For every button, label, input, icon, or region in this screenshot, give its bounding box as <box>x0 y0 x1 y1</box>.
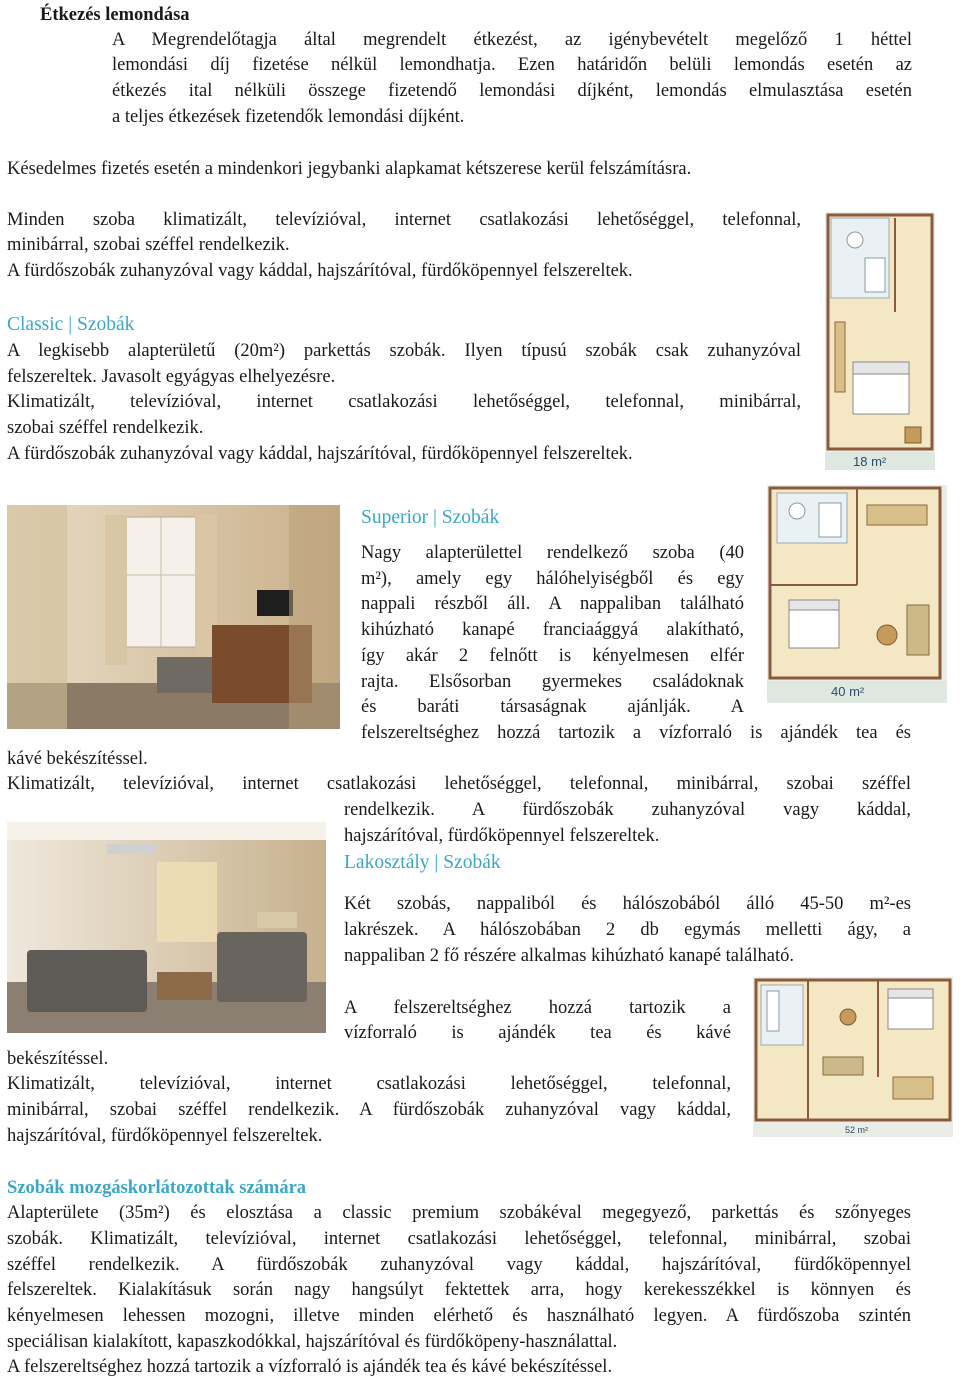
superior-line: felszereltséghez hozzá tartozik a vízforraló is ajándék tea és <box>361 723 911 743</box>
cancel-line: A Megrendelőtagja által megrendelt étkezést, az igénybevételt megelőző 1 héttel <box>112 30 912 50</box>
late-payment-text: Késedelmes fizetés esetén a mindenkori jegybanki alapkamat kétszerese kerül felszámításra. <box>7 159 692 179</box>
superior-title: Superior | Szobák <box>361 507 500 528</box>
suite-plan-label: 52 m² <box>845 1125 869 1135</box>
suite-line: nappaliban 2 fő részére alkalmas kihúzható kanapé található. <box>344 946 794 966</box>
suite-floor-plan-image <box>753 977 953 1137</box>
superior-floor-plan-image <box>767 485 947 703</box>
suite-room-photo <box>7 822 326 1033</box>
classic-line: A legkisebb alapterületű (20m²) parkettás szobák. Ilyen típusú szobák csak zuhanyzóval <box>7 341 801 361</box>
superior-line: Nagy alapterülettel rendelkező szoba (40 <box>361 543 744 563</box>
suite-extra-line: A felszereltséghez hozzá tartozik a <box>344 998 731 1018</box>
suite-line: lakrészek. A hálószobában 2 db egymás melletti ágy, a <box>344 920 911 940</box>
suite-amenity-line: Klimatizált, televízióval, internet csatlakozási lehetőséggel, telefonnal, <box>7 1074 731 1094</box>
suite-extra-line: vízforraló is ajándék tea és kávé <box>344 1023 731 1043</box>
suite-line: Két szobás, nappaliból és hálószobából álló 45-50 m²-es <box>344 894 911 914</box>
cancel-line: a teljes étkezések fizetendők lemondási díjként. <box>112 107 465 127</box>
superior-line: m²), amely egy hálóhelyiségből és egy <box>361 569 744 589</box>
general-line: minibárral, szobai széffel rendelkezik. <box>7 235 290 255</box>
superior-amenity-line: hajszárítóval, fürdőköpennyel felszereltek. <box>344 826 660 846</box>
classic-line: szobai széffel rendelkezik. <box>7 418 204 438</box>
classic-plan-label: 18 m² <box>853 454 887 469</box>
classic-floor-plan-image <box>825 212 935 470</box>
cancel-line: lemondási díj fizetése nélkül lemondhatja. Ezen határidőn belüli lemondás esetén az <box>112 55 912 75</box>
accessible-line: felszereltek. Kialakításuk során nagy hangsúlyt fektettek arra, hogy kerekesszékkel is könnyen és <box>7 1280 911 1300</box>
superior-plan-label: 40 m² <box>831 684 865 699</box>
superior-amenity-line: Klimatizált, televízióval, internet csatlakozási lehetőséggel, telefonnal, minibárral, szobai széffel <box>7 774 911 794</box>
accessible-line: A felszereltséghez hozzá tartozik a vízforraló is ajándék tea és kávé bekészítéssel. <box>7 1357 613 1377</box>
accessible-line: kényelmesen lehessen mozogni, illetve minden elérhető és használható legyen. A fürdőszoba szintén <box>7 1306 911 1326</box>
classic-line: A fürdőszobák zuhanyzóval vagy káddal, hajszárítóval, fürdőköpennyel felszereltek. <box>7 444 633 464</box>
suite-amenity-line: minibárral, szobai széffel rendelkezik. A fürdőszobák zuhanyzóval vagy káddal, <box>7 1100 731 1120</box>
accessible-line: speciálisan kialakított, kapaszkodókkal, hajszárítóval és fürdőköpeny-használattal. <box>7 1332 618 1352</box>
accessible-line: szobák. Klimatizált, televízióval, internet csatlakozási lehetőséggel, telefonnal, minibárral, szobai <box>7 1229 911 1249</box>
classic-line: Klimatizált, televízióval, internet csatlakozási lehetőséggel, telefonnal, minibárral, <box>7 392 801 412</box>
classic-line: felszereltek. Javasolt egyágyas elhelyezésre. <box>7 367 336 387</box>
superior-line: így akár 2 felnőtt is kényelmesen elfér <box>361 646 744 666</box>
cancel-line: étkezés ital nélküli összege fizetendő lemondási díjként, lemondás elmulasztása esetén <box>112 81 912 101</box>
superior-room-photo <box>7 505 340 729</box>
accessible-line: széffel rendelkezik. A fürdőszobák zuhanyzóval vagy káddal, hajszárítóval, fürdőköpennyel <box>7 1255 911 1275</box>
superior-line: kávé bekészítéssel. <box>7 749 148 769</box>
general-line: Minden szoba klimatizált, televízióval, internet csatlakozási lehetőséggel, telefonnal, <box>7 210 801 230</box>
superior-line: rajta. Elsősorban gyermekes családoknak <box>361 672 744 692</box>
superior-line: és baráti társaságnak ajánlják. A <box>361 697 744 717</box>
superior-line: kihúzható kanapé franciaággyá alakítható, <box>361 620 744 640</box>
accessible-line: Alapterülete (35m²) és elosztása a classic premium szobákéval megegyező, parkettás és szőnyeges <box>7 1203 911 1223</box>
suite-extra-line: bekészítéssel. <box>7 1049 109 1069</box>
superior-line: nappali részből áll. A nappaliban található <box>361 594 744 614</box>
superior-amenity-line: rendelkezik. A fürdőszobák zuhanyzóval vagy káddal, <box>344 800 911 820</box>
suite-amenity-line: hajszárítóval, fürdőköpennyel felszereltek. <box>7 1126 323 1146</box>
suite-title: Lakosztály | Szobák <box>344 852 501 873</box>
classic-title: Classic | Szobák <box>7 314 135 335</box>
accessible-title: Szobák mozgáskorlátozottak számára <box>7 1178 307 1198</box>
cancel-heading: Étkezés lemondása <box>40 5 190 25</box>
general-line: A fürdőszobák zuhanyzóval vagy káddal, hajszárítóval, fürdőköpennyel felszereltek. <box>7 261 633 281</box>
